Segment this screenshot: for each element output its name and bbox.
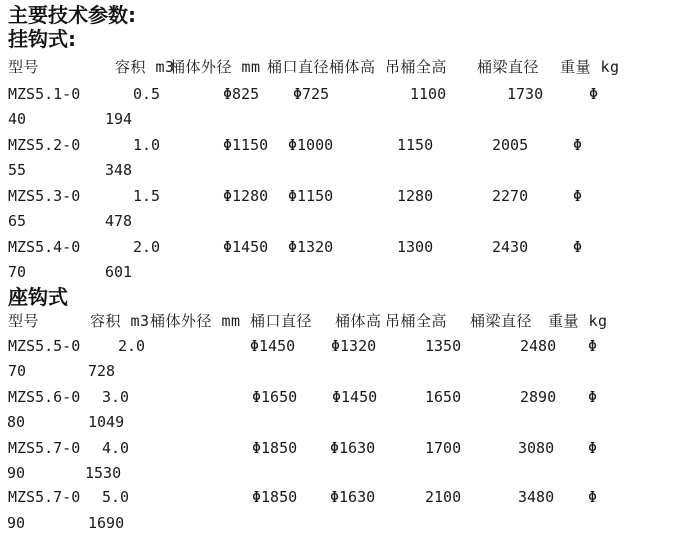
table-cell: 70 [8, 263, 27, 281]
table-cell: 5.0 [102, 488, 130, 506]
table-row [0, 338, 700, 355]
table-row [0, 188, 700, 205]
table-cell: 1730 [507, 85, 544, 103]
table-cell: 2100 [425, 488, 462, 506]
table-cell: MZS5.7-0 [8, 488, 81, 506]
table-cell: Φ [573, 136, 583, 154]
column-header: 重量 kg [548, 312, 608, 330]
table-row [0, 389, 700, 406]
table-cell: 1280 [397, 187, 434, 205]
table-row [0, 137, 700, 154]
column-header: 重量 kg [560, 58, 620, 76]
table-cell: 2890 [520, 388, 557, 406]
section-heading-seat-hook-type: 座钩式 [8, 285, 68, 309]
table-cell: 1350 [425, 337, 462, 355]
table-cell: Φ825 [223, 85, 260, 103]
table-row [0, 440, 700, 457]
table-cell: Φ725 [293, 85, 330, 103]
table-cell: Φ [588, 388, 598, 406]
column-header: 吊桶全高 [385, 58, 448, 76]
table-cell: 3.0 [102, 388, 130, 406]
table-cell: 2430 [492, 238, 529, 256]
table-cell: 65 [8, 212, 27, 230]
table-cell: 194 [105, 110, 133, 128]
table-cell: 70 [8, 362, 27, 380]
table-cell: 1.0 [133, 136, 161, 154]
table-cell: 601 [105, 263, 133, 281]
table-cell: Φ1320 [288, 238, 334, 256]
table-cell: 1700 [425, 439, 462, 457]
column-header: 桶体外径 mm [170, 58, 261, 76]
table-cell: 55 [8, 161, 27, 179]
table-cell: 80 [7, 413, 26, 431]
table-header-row [0, 313, 700, 330]
table-cell: MZS5.2-0 [8, 136, 81, 154]
table-cell: Φ [588, 488, 598, 506]
table-cell: 90 [7, 464, 26, 482]
table-row [0, 162, 700, 179]
table-cell: 478 [105, 212, 133, 230]
table-cell: Φ1630 [330, 488, 376, 506]
table-row [0, 111, 700, 128]
table-cell: 2270 [492, 187, 529, 205]
table-row [0, 264, 700, 281]
table-cell: Φ1850 [252, 488, 298, 506]
table-cell: 1049 [88, 413, 125, 431]
column-header: 桶体高 [335, 312, 382, 330]
table-cell: 1100 [410, 85, 447, 103]
page-title: 主要技术参数: [8, 3, 136, 27]
table-cell: Φ [573, 187, 583, 205]
column-header: 桶体高 [329, 58, 376, 76]
table-cell: Φ [573, 238, 583, 256]
table-cell: Φ [589, 85, 599, 103]
table-cell: 1.5 [133, 187, 161, 205]
table-cell: Φ1450 [332, 388, 378, 406]
table-cell: Φ [588, 337, 598, 355]
table-cell: Φ [588, 439, 598, 457]
column-header: 吊桶全高 [385, 312, 448, 330]
table-cell: 1650 [425, 388, 462, 406]
table-row [0, 515, 700, 532]
table-cell: 40 [8, 110, 27, 128]
table-cell: 2480 [520, 337, 557, 355]
column-header: 桶梁直径 [477, 58, 540, 76]
table-cell: 3080 [518, 439, 555, 457]
table-cell: Φ1000 [288, 136, 334, 154]
table-cell: Φ1150 [223, 136, 269, 154]
table-cell: Φ1150 [288, 187, 334, 205]
table-cell: Φ1630 [330, 439, 376, 457]
table-row [0, 86, 700, 103]
table-cell: 2.0 [133, 238, 161, 256]
column-header: 容积 m3 [115, 58, 175, 76]
table-cell: Φ1650 [252, 388, 298, 406]
table-row [0, 363, 700, 380]
table-row [0, 489, 700, 506]
table-cell: MZS5.1-0 [8, 85, 81, 103]
table-cell: 1690 [88, 514, 125, 532]
column-header: 容积 m3 [90, 312, 150, 330]
table-cell: 0.5 [133, 85, 161, 103]
table-cell: MZS5.5-0 [8, 337, 81, 355]
table-cell: 2.0 [118, 337, 146, 355]
section-heading-hook-type: 挂钩式: [8, 27, 76, 51]
table-row [0, 465, 700, 482]
table-cell: 2005 [492, 136, 529, 154]
table-row [0, 414, 700, 431]
table-row [0, 213, 700, 230]
table-cell: 1530 [85, 464, 122, 482]
column-header: 桶口直径 [267, 58, 330, 76]
table-cell: MZS5.3-0 [8, 187, 81, 205]
table-cell: MZS5.7-0 [8, 439, 81, 457]
table-cell: Φ1320 [331, 337, 377, 355]
table-cell: 90 [7, 514, 26, 532]
column-header: 桶梁直径 [470, 312, 533, 330]
table-cell: Φ1450 [250, 337, 296, 355]
table-row [0, 239, 700, 256]
table-cell: 348 [105, 161, 133, 179]
table-header-row [0, 59, 700, 76]
column-header: 桶口直径 [250, 312, 313, 330]
table-cell: MZS5.4-0 [8, 238, 81, 256]
column-header: 型号 [8, 312, 40, 330]
column-header: 桶体外径 mm [150, 312, 241, 330]
table-cell: MZS5.6-0 [8, 388, 81, 406]
table-cell: 1300 [397, 238, 434, 256]
table-cell: Φ1280 [223, 187, 269, 205]
table-cell: 4.0 [102, 439, 130, 457]
table-cell: Φ1450 [223, 238, 269, 256]
table-cell: Φ1850 [252, 439, 298, 457]
table-cell: 728 [88, 362, 116, 380]
column-header: 型号 [8, 58, 40, 76]
table-cell: 1150 [397, 136, 434, 154]
table-cell: 3480 [518, 488, 555, 506]
